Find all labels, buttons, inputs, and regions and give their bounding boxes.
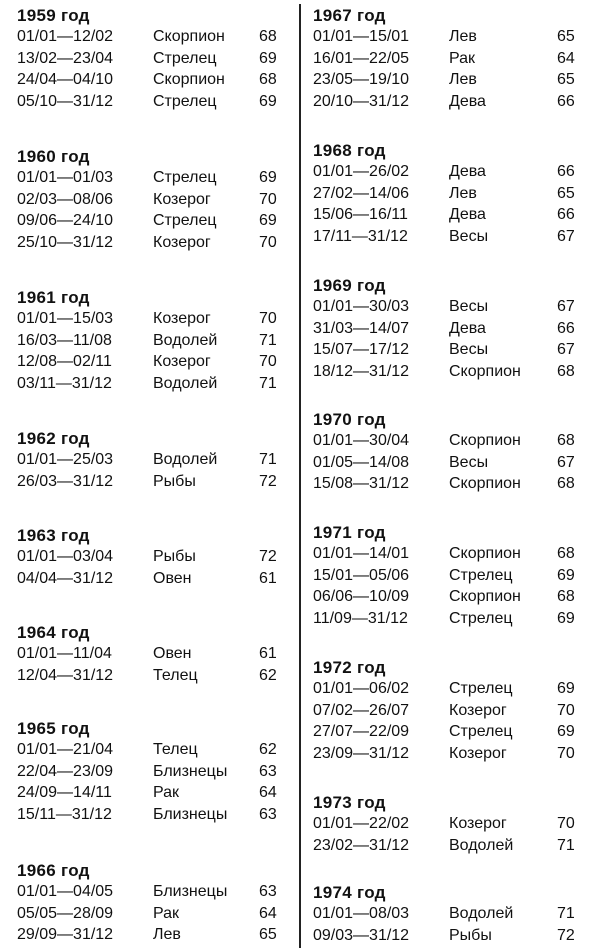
table-row <box>17 210 287 232</box>
date-range: 01/01—01/03 <box>17 169 114 186</box>
table-row <box>17 373 287 395</box>
code: 71 <box>557 836 575 854</box>
table-row <box>313 296 583 318</box>
table-row <box>313 473 583 495</box>
code: 70 <box>259 233 277 251</box>
code: 69 <box>557 609 575 627</box>
year-block-1963 <box>17 525 287 589</box>
year-block-1960 <box>17 146 287 253</box>
date-range: 07/02—26/07 <box>313 701 410 719</box>
code: 68 <box>557 362 575 380</box>
code: 64 <box>259 784 277 802</box>
table-row <box>17 189 287 211</box>
date-range: 05/10—31/12 <box>17 92 114 110</box>
year-heading: 1962 год <box>17 429 90 448</box>
sign: Близнецы <box>153 762 228 780</box>
code: 71 <box>259 374 277 392</box>
year-heading: 1974 год <box>313 883 386 902</box>
code: 67 <box>557 341 575 359</box>
sign: Водолей <box>449 905 514 922</box>
sign: Козерог <box>153 190 211 208</box>
date-range: 15/07—17/12 <box>313 341 410 359</box>
sign: Весы <box>449 298 489 315</box>
code: 70 <box>259 353 277 371</box>
year-heading: 1959 год <box>17 6 90 25</box>
code: 64 <box>259 904 277 922</box>
sign: Телец <box>153 666 198 684</box>
sign: Скорпион <box>449 432 521 449</box>
date-range: 01/01—26/02 <box>313 163 410 180</box>
year-heading: 1971 год <box>313 523 386 542</box>
date-range: 12/04—31/12 <box>17 666 114 684</box>
sign: Лев <box>153 926 181 944</box>
date-range: 01/05—14/08 <box>313 453 410 471</box>
year-block-1968 <box>313 140 583 247</box>
sign: Дева <box>449 206 486 224</box>
table-row <box>313 69 583 91</box>
sign: Козерог <box>449 701 507 719</box>
sign: Близнецы <box>153 883 228 900</box>
year-heading: 1964 год <box>17 623 90 642</box>
table-row <box>313 161 583 183</box>
table-row <box>17 232 287 254</box>
year-block-1961 <box>17 287 287 394</box>
sign: Водолей <box>153 331 218 349</box>
table-row <box>313 543 583 565</box>
code: 65 <box>557 28 575 45</box>
code: 71 <box>259 331 277 349</box>
code: 61 <box>259 569 277 587</box>
code: 69 <box>557 680 575 697</box>
code: 65 <box>557 184 575 202</box>
year-block-1972 <box>313 657 583 764</box>
sign: Овен <box>153 569 192 587</box>
date-range: 24/09—14/11 <box>17 784 112 802</box>
date-range: 01/01—21/04 <box>17 741 114 758</box>
sign: Водолей <box>153 451 218 468</box>
year-heading: 1960 год <box>17 147 90 166</box>
table-row <box>17 308 287 330</box>
table-row <box>17 804 287 826</box>
sign: Скорпион <box>449 545 521 562</box>
sign: Стрелец <box>153 212 217 230</box>
table-row <box>17 761 287 783</box>
code: 63 <box>259 805 277 823</box>
sign: Весы <box>449 227 489 245</box>
table-row <box>313 430 583 452</box>
table-row <box>313 903 583 925</box>
date-range: 01/01—30/04 <box>313 432 410 449</box>
table-row <box>313 361 583 383</box>
table-row <box>17 351 287 373</box>
year-heading: 1961 год <box>17 288 90 307</box>
date-range: 13/02—23/04 <box>17 49 114 67</box>
year-heading: 1973 год <box>313 793 386 812</box>
table-row <box>17 48 287 70</box>
code: 69 <box>259 212 277 230</box>
code: 68 <box>557 475 575 493</box>
year-block-1969 <box>313 275 583 382</box>
date-range: 01/01—03/04 <box>17 548 114 565</box>
code: 66 <box>557 163 575 180</box>
sign: Скорпион <box>449 588 521 606</box>
code: 70 <box>259 190 277 208</box>
code: 62 <box>259 666 277 684</box>
year-heading: 1967 год <box>313 6 386 25</box>
table-row <box>17 665 287 687</box>
table-row <box>313 586 583 608</box>
table-row <box>313 813 583 835</box>
sign: Стрелец <box>449 566 513 584</box>
date-range: 31/03—14/07 <box>313 319 410 337</box>
table-row <box>17 69 287 91</box>
sign: Овен <box>153 645 192 662</box>
sign: Козерог <box>449 815 507 832</box>
year-block-1967 <box>313 5 583 112</box>
code: 69 <box>259 49 277 67</box>
sign: Весы <box>449 453 489 471</box>
table-row <box>313 565 583 587</box>
date-range: 01/01—08/03 <box>313 905 410 922</box>
year-block-1973 <box>313 792 583 856</box>
code: 68 <box>259 71 277 89</box>
sign: Водолей <box>449 836 514 854</box>
table-row <box>313 743 583 765</box>
sign: Стрелец <box>153 169 217 186</box>
sign: Лев <box>449 71 477 89</box>
date-range: 15/01—05/06 <box>313 566 410 584</box>
date-range: 01/01—06/02 <box>313 680 410 697</box>
date-range: 01/01—15/03 <box>17 310 114 327</box>
date-range: 23/09—31/12 <box>313 744 410 762</box>
date-range: 11/09—31/12 <box>313 609 408 627</box>
date-range: 01/01—04/05 <box>17 883 114 900</box>
sign: Телец <box>153 741 198 758</box>
sign: Стрелец <box>153 49 217 67</box>
table-row <box>17 924 287 946</box>
sign: Скорпион <box>153 71 225 89</box>
date-range: 01/01—12/02 <box>17 28 114 45</box>
date-range: 27/02—14/06 <box>313 184 410 202</box>
table-row <box>313 91 583 113</box>
sign: Рак <box>449 49 476 67</box>
date-range: 01/01—25/03 <box>17 451 114 468</box>
sign: Рыбы <box>449 926 492 944</box>
code: 65 <box>557 71 575 89</box>
sign: Стрелец <box>449 609 513 627</box>
code: 66 <box>557 92 575 110</box>
table-row <box>17 643 287 665</box>
code: 68 <box>259 28 277 45</box>
date-range: 15/06—16/11 <box>313 206 408 224</box>
date-range: 23/02—31/12 <box>313 836 410 854</box>
table-row <box>313 48 583 70</box>
date-range: 16/03—11/08 <box>17 331 112 349</box>
code: 62 <box>259 741 277 758</box>
date-range: 04/04—31/12 <box>17 569 114 587</box>
table-row <box>17 330 287 352</box>
date-range: 17/11—31/12 <box>313 227 408 245</box>
date-range: 09/03—31/12 <box>313 926 410 944</box>
table-row <box>17 739 287 761</box>
year-block-1959 <box>17 5 287 112</box>
code: 69 <box>557 566 575 584</box>
year-block-1974 <box>313 882 583 946</box>
date-range: 25/10—31/12 <box>17 233 114 251</box>
sign: Козерог <box>153 233 211 251</box>
sign: Козерог <box>449 744 507 762</box>
table-row <box>313 721 583 743</box>
table-row <box>313 26 583 48</box>
table-row <box>313 835 583 857</box>
year-heading: 1965 год <box>17 719 90 738</box>
date-range: 22/04—23/09 <box>17 762 114 780</box>
table-row <box>313 204 583 226</box>
table-row <box>17 903 287 925</box>
date-range: 05/05—28/09 <box>17 904 114 922</box>
code: 71 <box>557 905 575 922</box>
code: 72 <box>557 926 575 944</box>
sign: Рак <box>153 904 180 922</box>
year-block-1962 <box>17 428 287 492</box>
table-row <box>313 608 583 630</box>
code: 70 <box>557 701 575 719</box>
table-row <box>313 318 583 340</box>
date-range: 24/04—04/10 <box>17 71 114 89</box>
table-row <box>17 449 287 471</box>
sign: Стрелец <box>449 723 513 741</box>
table-row <box>313 339 583 361</box>
code: 67 <box>557 227 575 245</box>
sign: Близнецы <box>153 805 228 823</box>
date-range: 15/08—31/12 <box>313 475 410 493</box>
date-range: 15/11—31/12 <box>17 805 112 823</box>
sign: Скорпион <box>449 475 521 493</box>
table-row <box>17 568 287 590</box>
code: 70 <box>557 744 575 762</box>
sign: Лев <box>449 28 477 45</box>
year-heading: 1972 год <box>313 658 386 677</box>
code: 66 <box>557 206 575 224</box>
year-heading: 1969 год <box>313 276 386 295</box>
sign: Козерог <box>153 310 211 327</box>
code: 69 <box>259 169 277 186</box>
date-range: 09/06—24/10 <box>17 212 114 230</box>
sign: Скорпион <box>449 362 521 380</box>
year-heading: 1963 год <box>17 526 90 545</box>
code: 70 <box>259 310 277 327</box>
code: 68 <box>557 588 575 606</box>
sign: Рыбы <box>153 548 196 565</box>
table-row <box>313 183 583 205</box>
date-range: 29/09—31/12 <box>17 926 114 944</box>
date-range: 12/08—02/11 <box>17 353 112 371</box>
code: 61 <box>259 645 277 662</box>
date-range: 20/10—31/12 <box>313 92 410 110</box>
sign: Скорпион <box>153 28 225 45</box>
table-row <box>17 881 287 903</box>
year-block-1966 <box>17 860 287 946</box>
year-block-1964 <box>17 622 287 686</box>
sign: Козерог <box>153 353 211 371</box>
date-range: 23/05—19/10 <box>313 71 410 89</box>
date-range: 27/07—22/09 <box>313 723 410 741</box>
date-range: 18/12—31/12 <box>313 362 410 380</box>
date-range: 16/01—22/05 <box>313 49 410 67</box>
sign: Дева <box>449 92 486 110</box>
table-row <box>313 452 583 474</box>
table-row <box>313 700 583 722</box>
code: 65 <box>259 926 277 944</box>
year-heading: 1968 год <box>313 141 386 160</box>
date-range: 01/01—14/01 <box>313 545 410 562</box>
code: 68 <box>557 432 575 449</box>
sign: Водолей <box>153 374 218 392</box>
year-block-1970 <box>313 409 583 495</box>
code: 70 <box>557 815 575 832</box>
sign: Рыбы <box>153 472 196 490</box>
table-row <box>17 471 287 493</box>
date-range: 01/01—15/01 <box>313 28 410 45</box>
column-divider <box>299 4 301 948</box>
table-row <box>17 26 287 48</box>
table-row <box>17 167 287 189</box>
code: 64 <box>557 49 575 67</box>
sign: Стрелец <box>153 92 217 110</box>
code: 72 <box>259 472 277 490</box>
sign: Лев <box>449 184 477 202</box>
date-range: 02/03—08/06 <box>17 190 114 208</box>
table-row <box>313 678 583 700</box>
code: 69 <box>259 92 277 110</box>
year-heading: 1966 год <box>17 861 90 880</box>
year-block-1971 <box>313 522 583 629</box>
sign: Рак <box>153 784 180 802</box>
date-range: 03/11—31/12 <box>17 374 112 392</box>
date-range: 01/01—11/04 <box>17 645 112 662</box>
code: 72 <box>259 548 277 565</box>
code: 67 <box>557 453 575 471</box>
code: 71 <box>259 451 277 468</box>
year-heading: 1970 год <box>313 410 386 429</box>
table-row <box>313 226 583 248</box>
sign: Весы <box>449 341 489 359</box>
code: 63 <box>259 762 277 780</box>
table-row <box>313 925 583 947</box>
code: 66 <box>557 319 575 337</box>
year-block-1965 <box>17 718 287 825</box>
code: 68 <box>557 545 575 562</box>
date-range: 01/01—22/02 <box>313 815 410 832</box>
date-range: 26/03—31/12 <box>17 472 114 490</box>
code: 67 <box>557 298 575 315</box>
date-range: 06/06—10/09 <box>313 588 410 606</box>
table-row <box>17 91 287 113</box>
table-row <box>17 782 287 804</box>
code: 63 <box>259 883 277 900</box>
code: 69 <box>557 723 575 741</box>
table-row <box>17 546 287 568</box>
sign: Дева <box>449 163 486 180</box>
date-range: 01/01—30/03 <box>313 298 410 315</box>
sign: Стрелец <box>449 680 513 697</box>
sign: Дева <box>449 319 486 337</box>
